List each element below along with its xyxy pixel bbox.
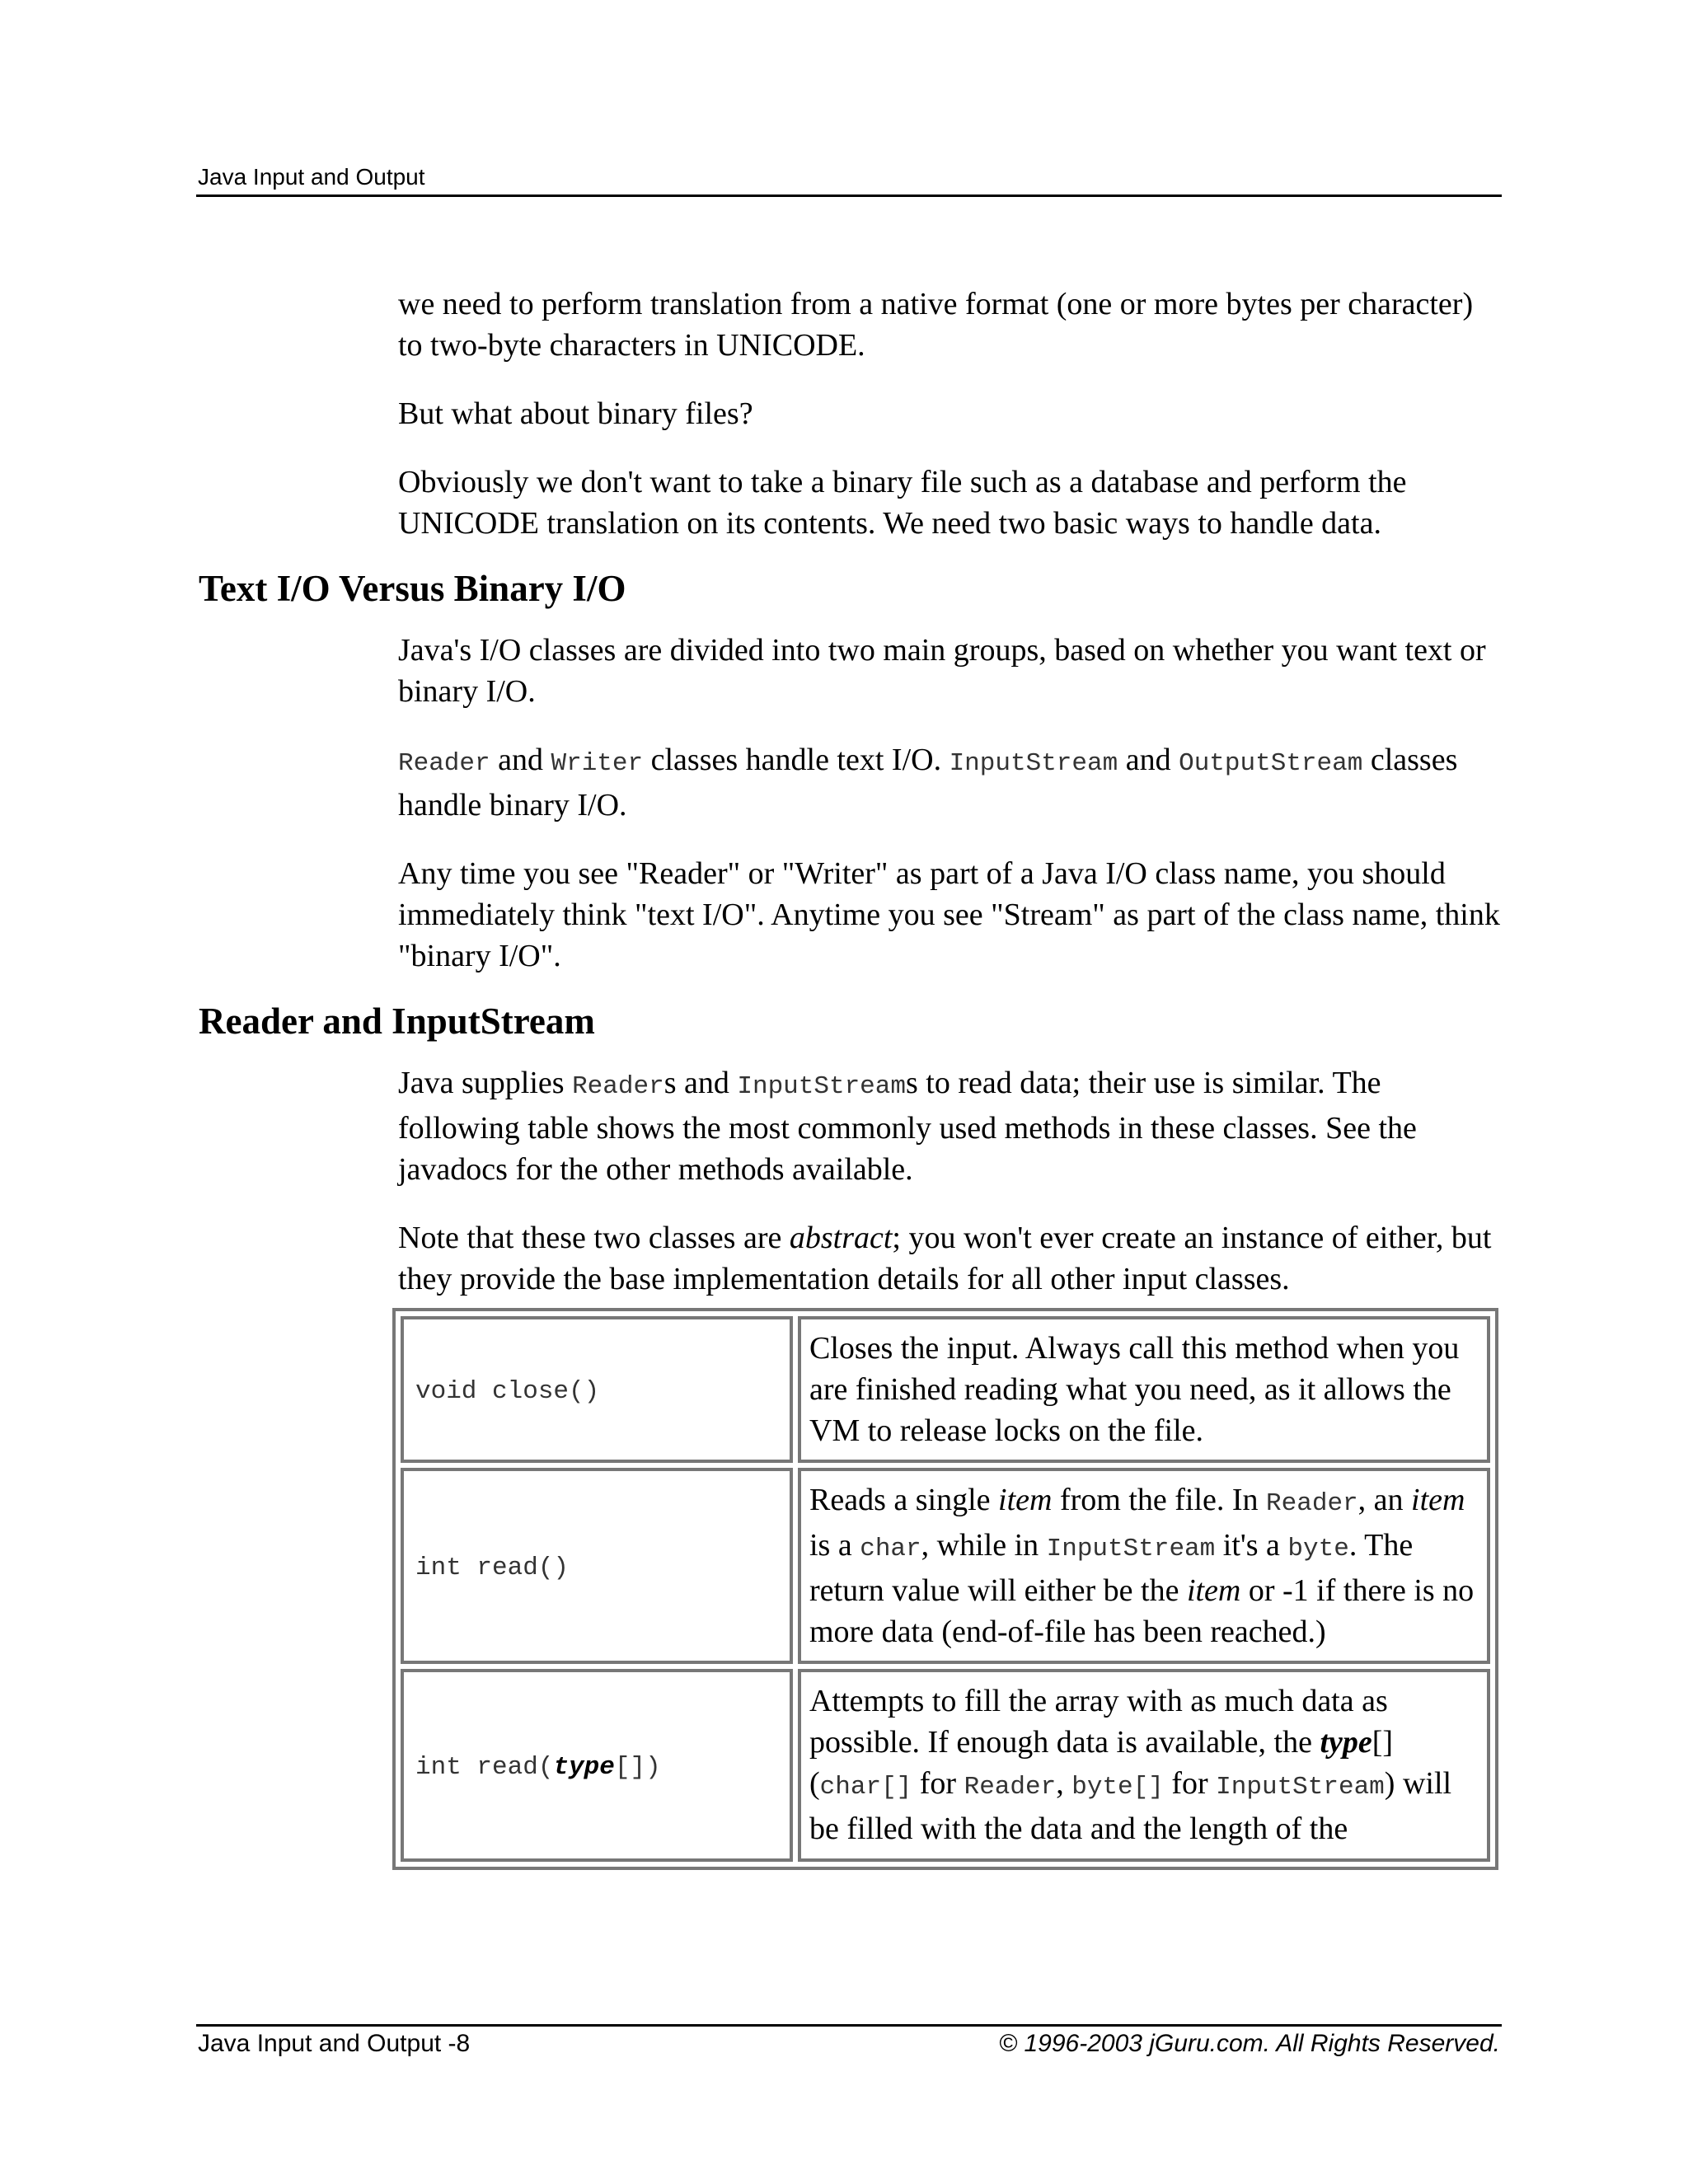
method-signature-cell: int read(type[]) xyxy=(401,1669,793,1862)
header-rule xyxy=(196,194,1502,197)
section2-paragraph-2: Note that these two classes are abstract; you won't ever create an instance of either, but they provide the base implementation details for all other input classes. xyxy=(398,1221,1492,1296)
section1-paragraph-2: Reader and Writer classes handle text I/O. InputStream and OutputStream classes handle binary I/O. xyxy=(398,743,1458,823)
code-outputstream: OutputStream xyxy=(1179,749,1363,778)
method-signature-cell: void close() xyxy=(401,1316,793,1463)
emphasis-abstract: abstract xyxy=(789,1221,893,1255)
footer-copyright: © 1996-2003 jGuru.com. All Rights Reserved. xyxy=(999,2030,1500,2057)
footer-page-label: Java Input and Output -8 xyxy=(198,2030,471,2057)
method-signature-cell: int read() xyxy=(401,1468,793,1664)
section-heading-reader-inputstream: Reader and InputStream xyxy=(199,1001,595,1042)
section1-paragraph-3: Any time you see "Reader" or "Writer" as part of a Java I/O class name, you should immediately think "text I/O". Anytime you see "Stream" as part of the class name, think "binary I/O". xyxy=(398,856,1500,973)
running-header: Java Input and Output xyxy=(198,164,425,190)
intro-paragraph-2: But what about binary files? xyxy=(398,396,753,431)
table-row xyxy=(401,1468,1490,1664)
methods-table xyxy=(392,1308,1498,1870)
table-row xyxy=(401,1669,1490,1862)
section-heading-text-vs-binary: Text I/O Versus Binary I/O xyxy=(199,568,626,609)
body-content xyxy=(199,284,1503,1870)
code-inputstream: InputStream xyxy=(737,1072,906,1101)
method-description-cell xyxy=(798,1669,1490,1862)
code-writer: Writer xyxy=(551,749,644,778)
method-description-cell: Reads a single item from the file. In Reader, an item is a char, while in InputStream it's a byte. The return value will either be the item or -1 if there is no more data (end-of-file has been reached.) xyxy=(798,1468,1490,1664)
table-row xyxy=(401,1316,1490,1463)
section2-paragraph-1: Java supplies Readers and InputStreams to read data; their use is similar. The following table shows the most commonly used methods in these classes. See the javadocs for the other methods available. xyxy=(398,1066,1417,1187)
method-description-cell: Closes the input. Always call this method when you are finished reading what you need, as it allows the VM to release locks on the file. xyxy=(798,1316,1490,1463)
footer-rule xyxy=(196,2024,1502,2027)
intro-paragraph-1: we need to perform translation from a native format (one or more bytes per character) to two-byte characters in UNICODE. xyxy=(398,287,1474,363)
intro-paragraph-3: Obviously we don't want to take a binary file such as a database and perform the UNICODE translation on its contents. We need two basic ways to handle data. xyxy=(398,465,1407,541)
truncated-description: Attempts to fill the array with as much data as possible. If enough data is available, the type[] (char[] for Reader, byte[] for InputStream) will be filled with the data and the length of the xyxy=(809,1684,1452,1846)
code-inputstream: InputStream xyxy=(949,749,1118,778)
code-reader: Reader xyxy=(398,749,490,778)
section1-paragraph-1: Java's I/O classes are divided into two main groups, based on whether you want text or binary I/O. xyxy=(398,633,1486,709)
code-reader: Reader xyxy=(572,1072,664,1101)
